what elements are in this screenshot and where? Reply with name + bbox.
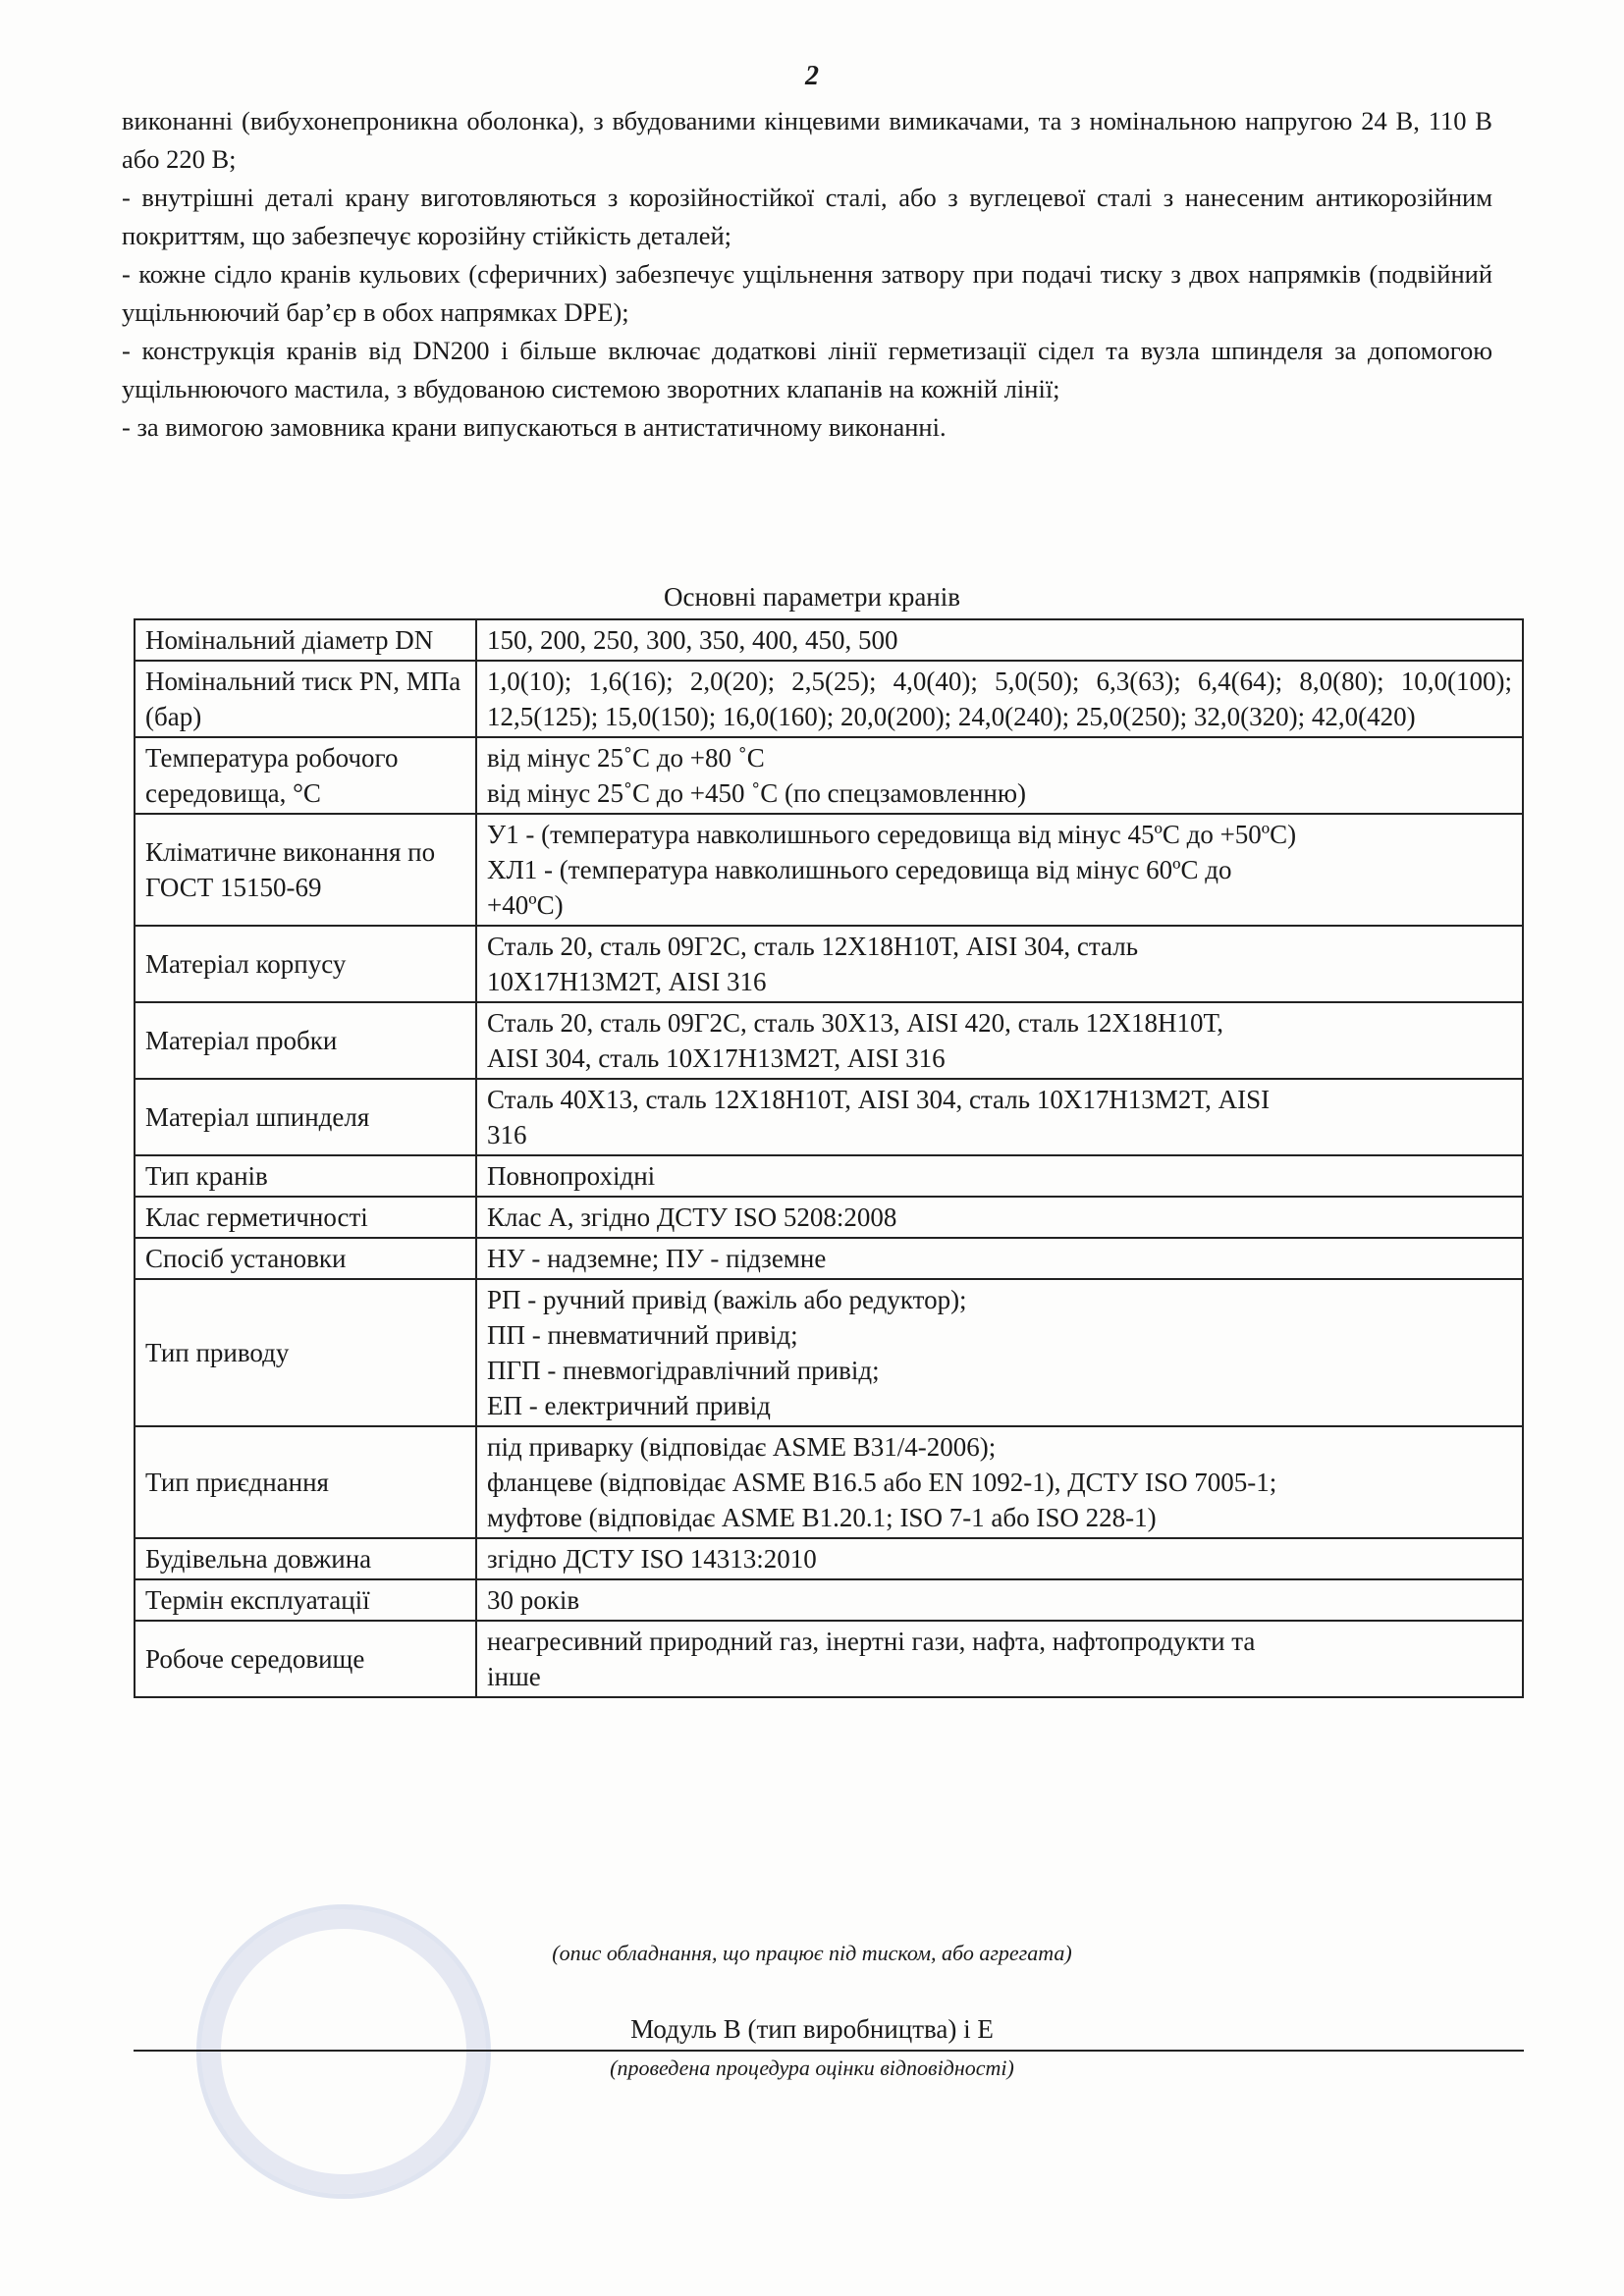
value-line: РП - ручний привід (важіль або редуктор); (487, 1285, 967, 1314)
row-value: 1,0(10); 1,6(16); 2,0(20); 2,5(25); 4,0(40); 5,0(50); 6,3(63); 6,4(64); 8,0(80); 10,0(100); 12,5(125); 15,0(150); 16,0(160); 20,0(200); 24,0(240); 25,0(250); 32,0(320); 42,0(420) (476, 661, 1523, 737)
value-line: 316 (487, 1120, 527, 1149)
intro-paragraph: - внутрішні деталі крану виготовляються з корозійностійкої сталі, або з вуглецевої сталі з нанесеним антикорозійним покриттям, що забезпечує корозійну стійкість деталей; (122, 183, 1492, 250)
table-row (135, 661, 1523, 737)
table-row (135, 926, 1523, 1002)
table-row (135, 1079, 1523, 1155)
row-label: Тип кранів (135, 1155, 476, 1197)
value-line: AISI 304, сталь 10Х17Н13М2Т, AISI 316 (487, 1043, 946, 1073)
row-value (476, 1155, 1523, 1197)
row-label: Тип приєднання (135, 1426, 476, 1538)
table-row (135, 814, 1523, 926)
value-line: Сталь 40Х13, сталь 12Х18Н10Т, AISI 304, сталь 10Х17Н13М2Т, AISI (487, 1085, 1271, 1114)
parameters-table (134, 618, 1524, 1698)
value-line: 10Х17Н13М2Т, AISI 316 (487, 967, 767, 996)
value-line: ЕП - електричний привід (487, 1391, 771, 1420)
row-value (476, 1426, 1523, 1538)
row-value (476, 1279, 1523, 1426)
table-row (135, 1426, 1523, 1538)
row-label: Будівельна довжина (135, 1538, 476, 1579)
table-row (135, 619, 1523, 661)
value-line: +40ºС) (487, 890, 564, 920)
row-value (476, 1621, 1523, 1697)
value-line: ПГП - пневмогідравлічний привід; (487, 1356, 880, 1385)
table-row (135, 1238, 1523, 1279)
table-row (135, 1579, 1523, 1621)
table-row (135, 1621, 1523, 1697)
row-value (476, 1079, 1523, 1155)
row-value (476, 1002, 1523, 1079)
table-row (135, 1538, 1523, 1579)
row-value (476, 1197, 1523, 1238)
value-line: 150, 200, 250, 300, 350, 400, 450, 500 (487, 625, 898, 655)
row-label: Кліматичне виконання по ГОСТ 15150-69 (135, 814, 476, 926)
value-line: ПП - пневматичний привід; (487, 1320, 798, 1350)
value-line: муфтове (відповідає ASME B1.20.1; ISO 7-1 або ISO 228-1) (487, 1503, 1157, 1532)
intro-paragraph: - за вимогою замовника крани випускаються в антистатичному виконанні. (122, 412, 947, 442)
row-value (476, 1579, 1523, 1621)
row-label: Матеріал шпинделя (135, 1079, 476, 1155)
value-line: У1 - (температура навколишнього середовища від мінус 45ºС до +50ºС) (487, 820, 1297, 849)
table-row (135, 737, 1523, 814)
value-line: Клас А, згідно ДСТУ ISO 5208:2008 (487, 1202, 897, 1232)
row-label: Термін експлуатації (135, 1579, 476, 1621)
table-row (135, 1279, 1523, 1426)
value-line: під приварку (відповідає ASME B31/4-2006); (487, 1432, 997, 1462)
table-caption: Основні параметри кранів (664, 582, 960, 612)
row-label: Тип приводу (135, 1279, 476, 1426)
value-line: 30 років (487, 1585, 580, 1615)
row-label: Температура робочого середовища, °C (135, 737, 476, 814)
row-value (476, 1538, 1523, 1579)
table-row (135, 1155, 1523, 1197)
value-line: Повнопрохідні (487, 1161, 656, 1191)
row-label: Матеріал корпусу (135, 926, 476, 1002)
value-line: Сталь 20, сталь 09Г2С, сталь 12Х18Н10Т, AISI 304, сталь (487, 932, 1139, 961)
row-label: Номінальний діаметр DN (135, 619, 476, 661)
procedure-note: (проведена процедура оцінки відповідності) (610, 2056, 1014, 2080)
row-value (476, 926, 1523, 1002)
value-line: НУ - надземне; ПУ - підземне (487, 1244, 827, 1273)
intro-paragraph: - кожне сідло кранів кульових (сферичних) забезпечує ущільнення затвору при подачі тиску з двох напрямків (подвійний ущільнюючий бар’єр в обох напрямках DPE); (122, 259, 1492, 327)
module-underline (134, 2050, 1524, 2052)
value-line: від мінус 25˚С до +80 ˚С (487, 743, 765, 773)
row-value (476, 814, 1523, 926)
value-line: інше (487, 1662, 541, 1691)
value-line: згідно ДСТУ ISO 14313:2010 (487, 1544, 817, 1574)
row-label: Робоче середовище (135, 1621, 476, 1697)
row-value (476, 737, 1523, 814)
row-label: Клас герметичності (135, 1197, 476, 1238)
value-line: ХЛ1 - (температура навколишнього середовища від мінус 60ºС до (487, 855, 1232, 884)
intro-text (122, 102, 1492, 447)
table-row (135, 1197, 1523, 1238)
module-title: Модуль В (тип виробництва) і Е (630, 2014, 994, 2044)
value-line: від мінус 25˚С до +450 ˚С (по спецзамовленню) (487, 778, 1027, 808)
row-label: Номінальний тиск PN, МПа (бар) (135, 661, 476, 737)
row-value (476, 1238, 1523, 1279)
value-line: неагресивний природний газ, інертні гази, нафта, нафтопродукти та (487, 1627, 1256, 1656)
intro-paragraph: виконанні (вибухонепроникна оболонка), з вбудованими кінцевими вимикачами, та з номінальною напругою 24 В, 110 В або 220 В; (122, 106, 1492, 174)
row-label: Спосіб установки (135, 1238, 476, 1279)
page-number: 2 (805, 61, 819, 91)
row-value (476, 619, 1523, 661)
equipment-note: (опис обладнання, що працює під тиском, або агрегата) (552, 1941, 1072, 1965)
table-row (135, 1002, 1523, 1079)
value-line: Сталь 20, сталь 09Г2С, сталь 30Х13, AISI 420, сталь 12Х18Н10Т, (487, 1008, 1224, 1038)
intro-paragraph: - конструкція кранів від DN200 і більше включає додаткові лінії герметизації сідел та вузла шпинделя за допомогою ущільнюючого мастила, з вбудованою системою зворотних клапанів на кожній лінії; (122, 336, 1492, 403)
value-line: фланцеве (відповідає ASME B16.5 або EN 1092-1), ДСТУ ISO 7005-1; (487, 1468, 1277, 1497)
row-label: Матеріал пробки (135, 1002, 476, 1079)
